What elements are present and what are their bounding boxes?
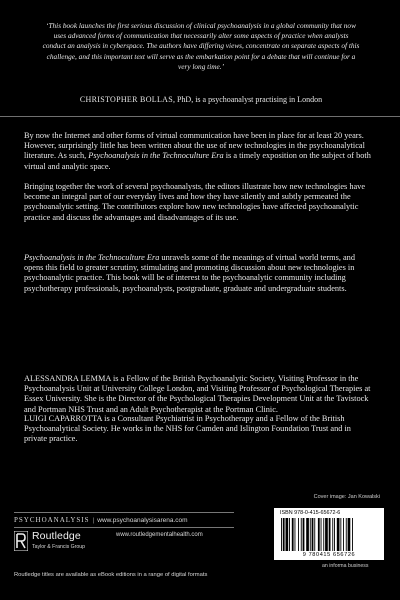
ebook-note: Routledge titles are available as eBook editions in a range of digital formats [14, 572, 208, 578]
blurb-paragraph-1 [24, 131, 376, 172]
publisher-name: Routledge [32, 530, 81, 542]
blurb-paragraph-2 [24, 182, 376, 223]
bio-caparrotta-text: LUIGI CAPARROTTA is a Consultant Psychiatrist in Psychotherapy and a Fellow of the British Psychoanalytical Society. He works in the NHS for Camden and Islington Foundation Trust and in private practice. [24, 414, 351, 444]
isbn-digits: 9 780415 656726 [302, 552, 356, 558]
publisher-logo [14, 530, 94, 554]
blurb-p1-end: is a timely exposition on the subject of both virtual and analytic space. [24, 151, 371, 171]
blurb-p1-text: By now the Internet and other forms of virtual communication have been in place for at least 20 years. However, surprisingly little has been written about the use of new technologies in the psychoanalytical literature. As such, [24, 131, 365, 161]
publisher-website[interactable]: www.routledgementalhealth.com [116, 532, 203, 538]
subject-bar [14, 512, 234, 528]
endorsement-quote: ‘This book launches the first serious discussion of clinical psychoanalysis in a global community that now uses advanced forms of communication that necessarily alter some aspects of practice when analysts conduct an analysis in cyberspace. The authors have differing views, concentrate on separate aspects of this challenge, and this important text will serve as the embarkation point for a debate that will continue for a very long time.’ [42, 21, 360, 71]
endorsement-attribution [36, 95, 366, 105]
blurb-p3-text: unravels some of the meanings of virtual world terms, and opens this field to greater scrutiny, stimulating and promoting discussion about new technologies in psychoanalytic practice. This book will be of interest to the psychoanalytic community including psychotherapy professionals, psychoanalysts, postgraduate, graduate and undergraduate students. [24, 253, 355, 293]
isbn-barcode-box [274, 508, 384, 560]
endorsement-author: CHRISTOPHER BOLLAS [79, 95, 173, 104]
book-title-inline-2: Psychoanalysis in the Technoculture Era [24, 253, 160, 262]
routledge-logo-icon [14, 531, 28, 551]
cover-image-credit: Cover image: Jan Kowalski [313, 494, 380, 500]
blurb-paragraph-3 [24, 253, 376, 294]
barcode-icon [280, 518, 378, 552]
publisher-subtitle: Taylor & Francis Group [32, 544, 86, 550]
endorsement-author-note: , PhD, is a psychoanalyst practising in London [172, 95, 323, 104]
subject-url[interactable]: www.psychoanalysisarena.com [97, 517, 188, 524]
book-title-inline: Psychoanalysis in the Technoculture Era [88, 151, 224, 161]
editor-bio-lemma [24, 374, 376, 415]
blurb-p2-text: Bringing together the work of several psychoanalysts, the editors illustrate how new technologies have become an integral part of our everyday lives and how they have silently and subtly permeated the psychoanalytic setting. The contributors explore how new technologies have affected psychoanalytic practice and discuss the advantages and disadvantages of its use. [24, 182, 366, 222]
bio-lemma-text: ALESSANDRA LEMMA is a Fellow of the British Psychoanalytic Society, Visiting Professor in the Psychoanalysis Unit at University College London, and Visiting Professor of Psychological Therapies at Essex University. She is the Director of the Psychological Therapies Development Unit at the Tavistock and Portman NHS Trust and an Adult Psychotherapist at the Portman Clinic. [24, 374, 371, 414]
subject-separator: | [92, 517, 95, 524]
editor-bio-caparrotta [24, 414, 376, 445]
isbn-label: ISBN 978-0-415-65672-6 [280, 510, 341, 516]
divider-rule [0, 116, 400, 117]
informa-note: an informa business [322, 563, 369, 569]
subject-category: PSYCHOANALYSIS [14, 516, 90, 524]
